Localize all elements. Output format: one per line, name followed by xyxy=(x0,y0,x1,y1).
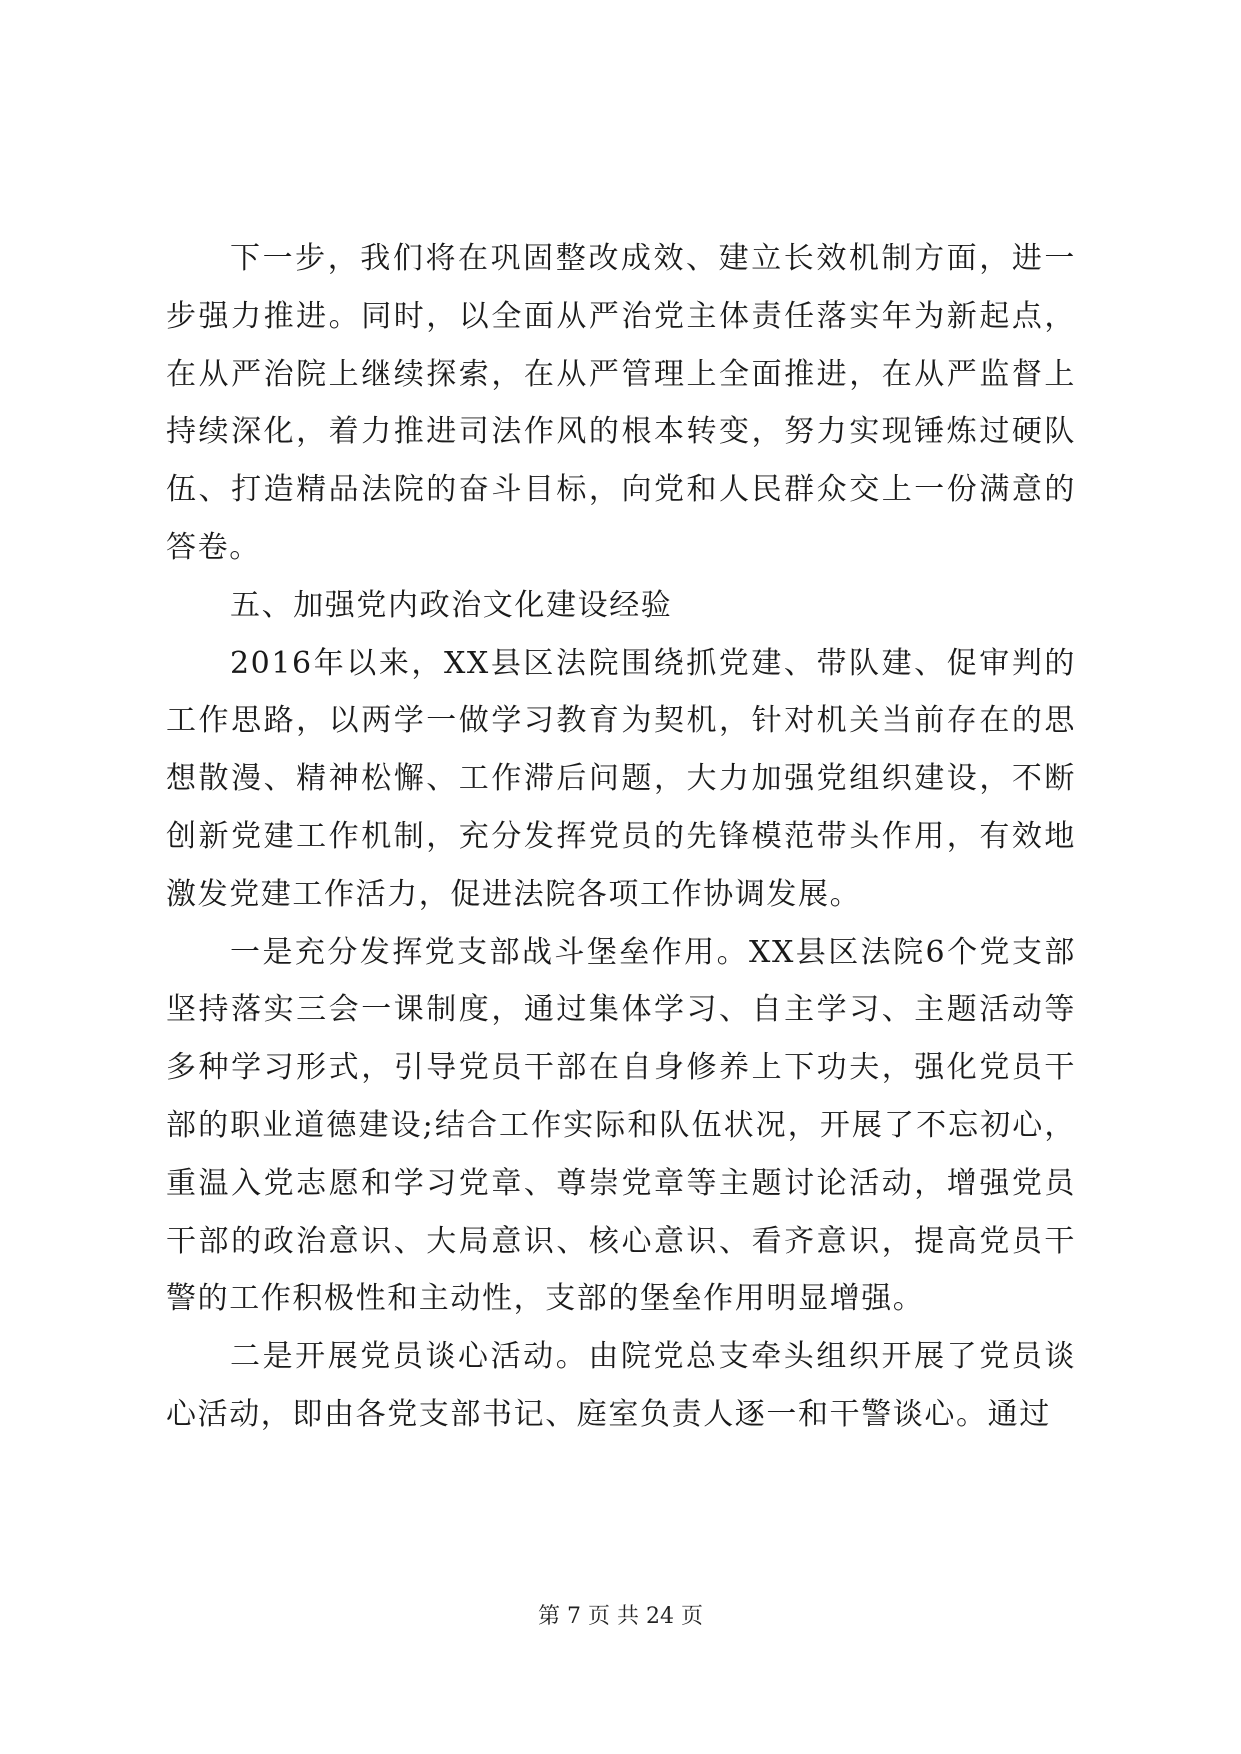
document-body xyxy=(166,230,1076,1444)
paragraph-since-2016: 2016年以来，XX县区法院围绕抓党建、带队建、促审判的工作思路，以两学一做学习教育为契机，针对机关当前存在的思想散漫、精神松懈、工作滞后问题，大力加强党组织建设，不断创新党建工作机制，充分发挥党员的先锋模范带头作用，有效地激发党建工作活力，促进法院各项工作协调发展。 xyxy=(166,645,1076,912)
paragraph-next-steps: 下一步，我们将在巩固整改成效、建立长效机制方面，进一步强力推进。同时，以全面从严治党主体责任落实年为新起点，在从严治院上继续探索，在从严管理上全面推进，在从严监督上持续深化，着力推进司法作风的根本转变，努力实现锤炼过硬队伍、打造精品法院的奋斗目标，向党和人民群众交上一份满意的答卷。 xyxy=(166,241,1076,565)
paragraph-point-two: 二是开展党员谈心活动。由院党总支牵头组织开展了党员谈心活动，即由各党支部书记、庭室负责人逐一和干警谈心。通过 xyxy=(166,1339,1076,1432)
page-number-footer: 第 7 页 共 24 页 xyxy=(538,1604,703,1629)
paragraph-point-one: 一是充分发挥党支部战斗堡垒作用。XX县区法院6个党支部坚持落实三会一课制度，通过集体学习、自主学习、主题活动等多种学习形式，引导党员干部在自身修养上下功夫，强化党员干部的职业道德建设;结合工作实际和队伍状况，开展了不忘初心，重温入党志愿和学习党章、尊崇党章等主题讨论活动，增强党员干部的政治意识、大局意识、核心意识、看齐意识，提高党员干警的工作积极性和主动性，支部的堡垒作用明显增强。 xyxy=(166,934,1076,1317)
section-heading-five: 五、加强党内政治文化建设经验 xyxy=(230,587,673,623)
